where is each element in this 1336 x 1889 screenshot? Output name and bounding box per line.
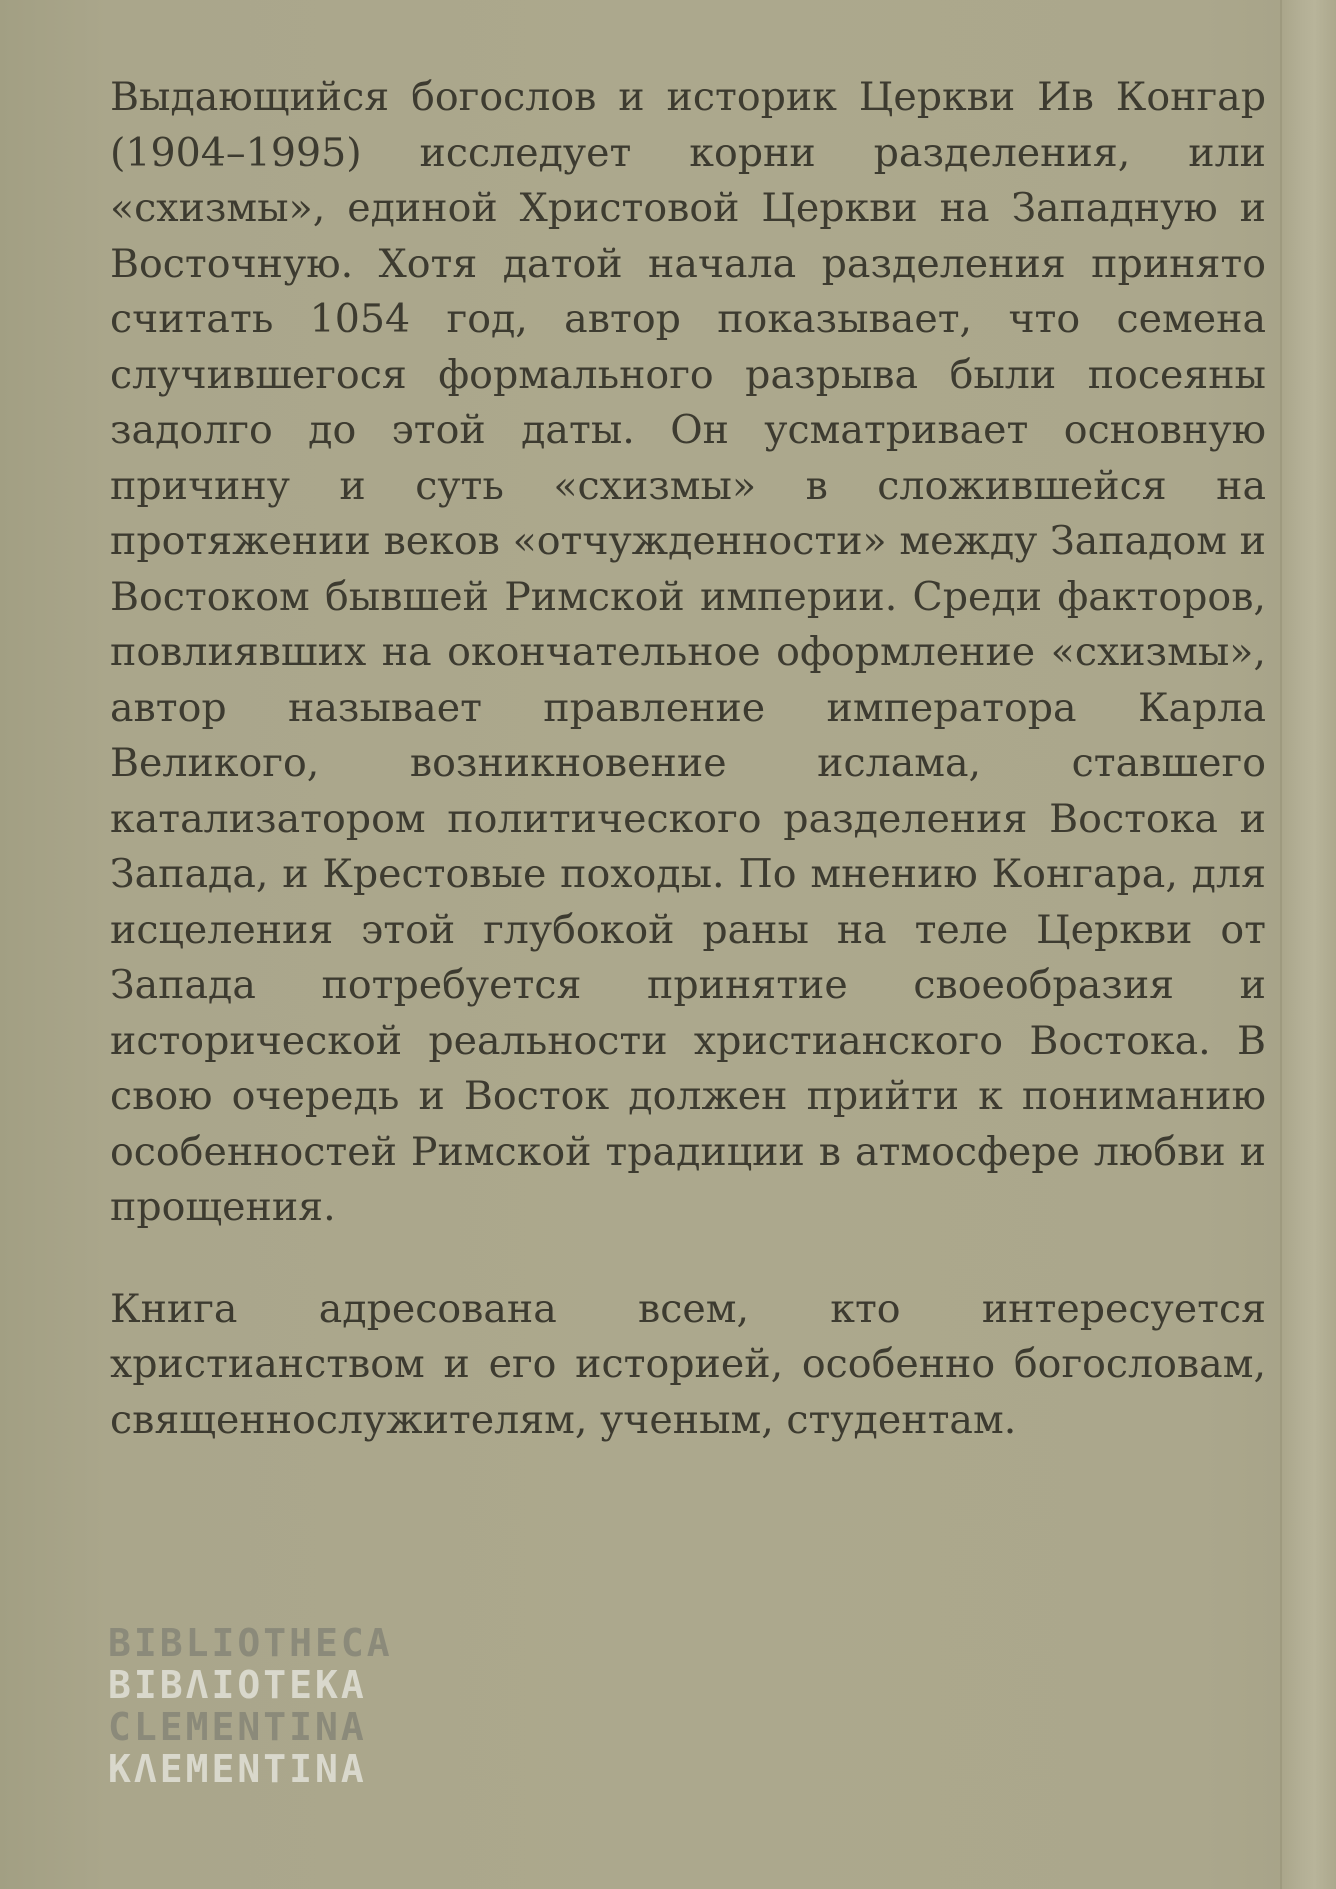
series-logo (108, 1622, 393, 1790)
annotation-text (110, 70, 1266, 1448)
series-logo-line-3: CLEMENTINA (108, 1705, 367, 1749)
annotation-paragraph-2: Книга адресована всем, кто интересуется христианством и его историей, особенно богословам, священнослужителям, ученым, студентам. (110, 1285, 1266, 1443)
spine-edge (1280, 0, 1336, 1889)
annotation-paragraph-1: Выдающийся богослов и историк Церкви Ив Конгар (1904–1995) исследует корни разделения, или «схизмы», единой Христовой Церкви на Западную и Восточную. Хотя датой начала разделения принято считать 1054 год, автор показывает, что семена случившегося формального разрыва были посеяны задолго до этой даты. Он усматривает основную причину и суть «схизмы» в сложившейся на протяжении веков «отчужденности» между Западом и Востоком бывшей Римской империи. Среди факторов, повлиявших на окончательное оформление «схизмы», автор называет правление императора Карла Великого, возникновение ислама, ставшего катализатором политического разделения Востока и Запада, и Крестовые походы. По мнению Конгара, для исцеления этой глубокой раны на теле Церкви от Запада потребуется принятие своеобразия и исторической реальности христианского Востока. В свою очередь и Восток должен прийти к пониманию особенностей Римской традиции в атмосфере любви и прощения. (110, 74, 1266, 1230)
series-logo-line-2: ΒΙΒΛΙΟΤΕΚΑ (108, 1663, 367, 1707)
series-logo-line-1: BIBLIOTHECA (108, 1621, 393, 1665)
series-logo-line-4: ΚΛΕΜΕΝΤΙΝΑ (108, 1747, 367, 1791)
